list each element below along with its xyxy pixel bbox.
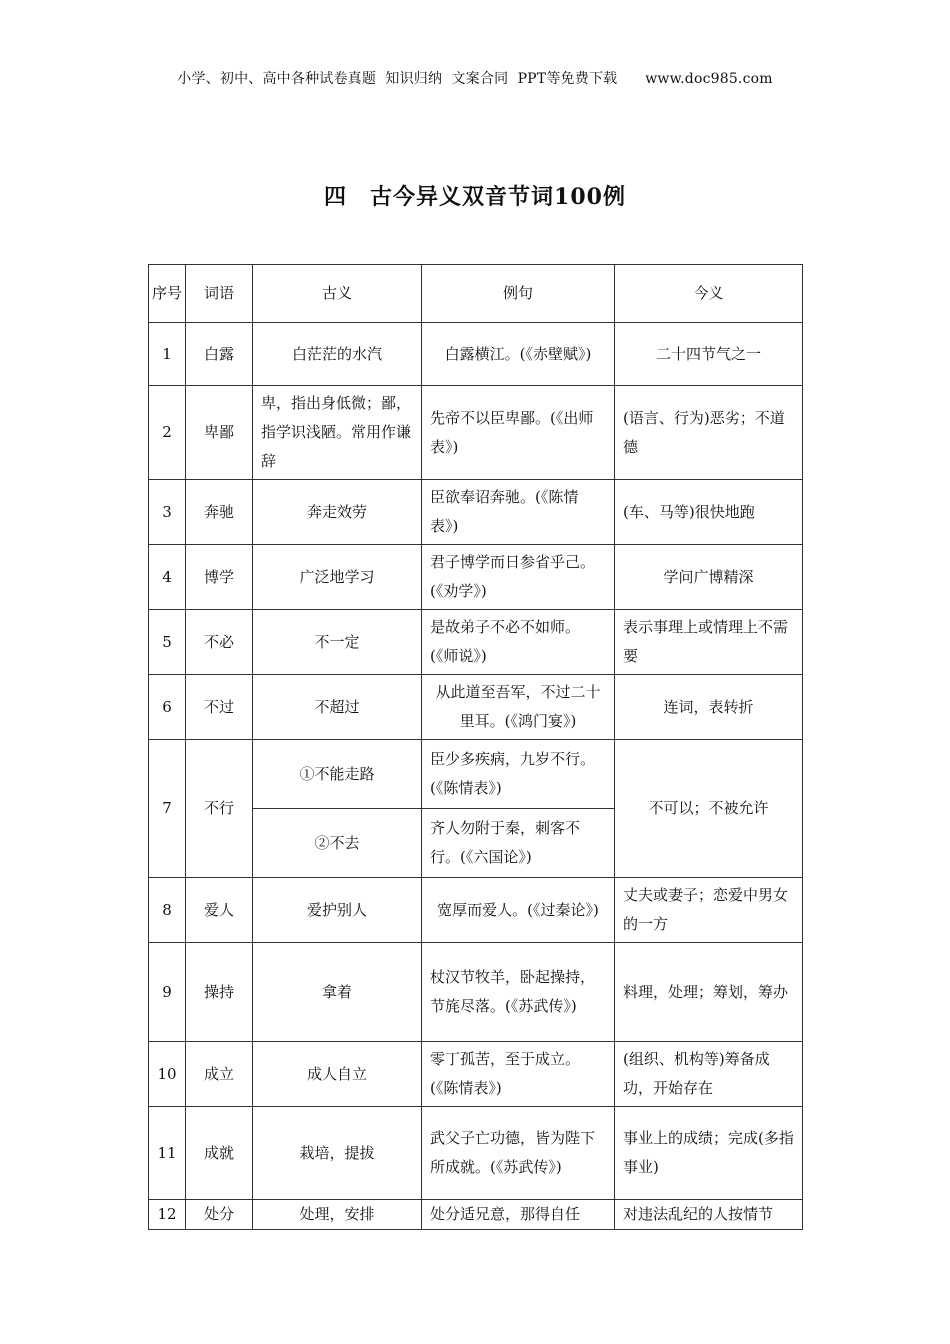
row-ancient: 处理，安排: [253, 1200, 422, 1230]
row-ancient: 卑，指出身低微；鄙，指学识浅陋。常用作谦辞: [253, 386, 422, 480]
row-modern: 学问广博精深: [615, 545, 803, 610]
page-header: 小学、初中、高中各种试卷真题 知识归纳 文案合同 PPT等免费下载 www.doc985.com: [177, 71, 773, 87]
row-modern: 丈夫或妻子；恋爱中男女的一方: [615, 878, 803, 943]
table-row: [149, 1200, 803, 1230]
row-ancient: ①不能走路: [253, 740, 422, 809]
row-ancient: 爱护别人: [253, 878, 422, 943]
row-no: 10: [149, 1042, 186, 1107]
table-row: [149, 610, 803, 675]
row-example: 处分适兄意，那得自任: [422, 1200, 615, 1230]
row-example: 白露横江。(《赤壁赋》): [422, 323, 615, 386]
table-row: [149, 675, 803, 740]
row-ancient: 成人自立: [253, 1042, 422, 1107]
row-word: 成立: [186, 1042, 253, 1107]
row-example: 杖汉节牧羊，卧起操持，节旄尽落。(《苏武传》): [422, 943, 615, 1042]
header-word: 词语: [186, 265, 253, 323]
row-example: 零丁孤苦，至于成立。(《陈情表》): [422, 1042, 615, 1107]
row-modern: 事业上的成绩；完成(多指事业): [615, 1107, 803, 1200]
table-row: [149, 323, 803, 386]
page-title: 四 古今异义双音节词100例: [324, 184, 626, 210]
row-modern: 连词，表转折: [615, 675, 803, 740]
row-modern: (组织、机构等)筹备成功，开始存在: [615, 1042, 803, 1107]
row-example: 武父子亡功德，皆为陛下所成就。(《苏武传》): [422, 1107, 615, 1200]
row-ancient: 拿着: [253, 943, 422, 1042]
row-no: 12: [149, 1200, 186, 1230]
row-modern: 料理，处理；筹划，筹办: [615, 943, 803, 1042]
table-row: [149, 545, 803, 610]
word-table: [148, 264, 803, 1230]
row-no: 5: [149, 610, 186, 675]
row-modern: 二十四节气之一: [615, 323, 803, 386]
row-word: 博学: [186, 545, 253, 610]
table-row: [149, 1042, 803, 1107]
table-row: [149, 878, 803, 943]
row-word: 白露: [186, 323, 253, 386]
row-no: 2: [149, 386, 186, 480]
row-ancient: 奔走效劳: [253, 480, 422, 545]
row-modern: (车、马等)很快地跑: [615, 480, 803, 545]
row-word: 不过: [186, 675, 253, 740]
row-no: 1: [149, 323, 186, 386]
table-row: [149, 1107, 803, 1200]
row-no: 7: [149, 740, 186, 878]
row-word: 处分: [186, 1200, 253, 1230]
row-word: 不行: [186, 740, 253, 878]
row-word: 奔驰: [186, 480, 253, 545]
row-modern: 表示事理上或情理上不需要: [615, 610, 803, 675]
header-ancient: 古义: [253, 265, 422, 323]
row-word: 操持: [186, 943, 253, 1042]
row-ancient: 不一定: [253, 610, 422, 675]
row-example: 先帝不以臣卑鄙。(《出师表》): [422, 386, 615, 480]
row-word: 不必: [186, 610, 253, 675]
row-no: 4: [149, 545, 186, 610]
table-row: [149, 943, 803, 1042]
row-word: 卑鄙: [186, 386, 253, 480]
row-example: 臣少多疾病，九岁不行。(《陈情表》): [422, 740, 615, 809]
row-ancient: 广泛地学习: [253, 545, 422, 610]
table-row: [149, 480, 803, 545]
table-row: [149, 386, 803, 480]
row-no: 3: [149, 480, 186, 545]
row-example: 宽厚而爱人。(《过秦论》): [422, 878, 615, 943]
row-example: 从此道至吾军，不过二十里耳。(《鸿门宴》): [422, 675, 615, 740]
row-example: 是故弟子不必不如师。(《师说》): [422, 610, 615, 675]
row-modern: (语言、行为)恶劣；不道德: [615, 386, 803, 480]
row-word: 爱人: [186, 878, 253, 943]
row-no: 11: [149, 1107, 186, 1200]
row-no: 6: [149, 675, 186, 740]
row-ancient: ②不去: [253, 809, 422, 878]
row-modern: 对违法乱纪的人按情节: [615, 1200, 803, 1230]
row-ancient: 栽培，提拔: [253, 1107, 422, 1200]
row-example: 君子博学而日参省乎己。(《劝学》): [422, 545, 615, 610]
row-example: 臣欲奉诏奔驰。(《陈情表》): [422, 480, 615, 545]
header-modern: 今义: [615, 265, 803, 323]
row-ancient: 不超过: [253, 675, 422, 740]
row-no: 8: [149, 878, 186, 943]
row-no: 9: [149, 943, 186, 1042]
row-ancient: 白茫茫的水汽: [253, 323, 422, 386]
row-modern: 不可以；不被允许: [615, 740, 803, 878]
header-example: 例句: [422, 265, 615, 323]
table-header-row: [149, 265, 803, 323]
header-no: 序号: [149, 265, 186, 323]
row-word: 成就: [186, 1107, 253, 1200]
row-example: 齐人勿附于秦，刺客不行。(《六国论》): [422, 809, 615, 878]
table-row: [149, 740, 803, 809]
